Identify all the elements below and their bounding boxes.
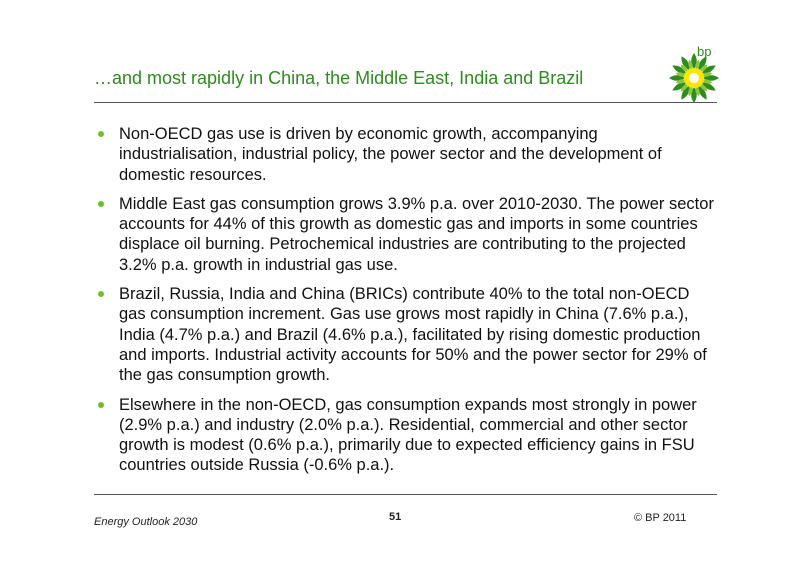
bullet-dot-icon (98, 201, 104, 207)
header-divider (94, 102, 717, 103)
bullet-item (94, 284, 719, 385)
bullet-dot-icon (98, 291, 104, 297)
bullet-dot-icon (98, 131, 104, 137)
footer-divider (94, 494, 717, 495)
bullet-text: Non-OECD gas use is driven by economic growth, accompanying industrialisation, industrial policy, the power sector and the development of domestic resources. (119, 125, 662, 184)
bp-logo-text: bp (697, 44, 712, 59)
page-title: …and most rapidly in China, the Middle East, India and Brazil (94, 68, 584, 88)
bullet-text: Middle East gas consumption grows 3.9% p.a. over 2010-2030. The power sector accounts for 44% of this growth as domestic gas and imports in some countries displace oil burning. Petrochemical industries are contributing to the projected 3.2% p.a. growth in industrial gas use. (119, 194, 714, 274)
bullet-dot-icon (98, 402, 104, 408)
bullet-text: Elsewhere in the non-OECD, gas consumption expands most strongly in power (2.9% p.a.) and industry (2.0% p.a.). Residential, commercial and other sector growth is modest (0.6% p.a.), primarily due to expected efficiency gains in FSU countries outside Russia (-0.6% p.a.). (119, 395, 697, 475)
bullet-item (94, 124, 719, 185)
page-number: 51 (389, 511, 402, 523)
bp-helios-logo-icon (668, 52, 720, 104)
bullet-item (94, 194, 719, 275)
logo-center (689, 73, 699, 83)
footer-copyright: © BP 2011 (634, 512, 687, 524)
bullet-item (94, 395, 719, 476)
bullet-text: Brazil, Russia, India and China (BRICs) contribute 40% to the total non-OECD gas consumption increment. Gas use grows most rapidly in China (7.6% p.a.), India (4.7% p.a.) and Brazil (4.6% p.a.), facilitated by rising domestic production and imports. Industrial activity accounts for 50% and the power sector for 29% of the gas consumption growth. (119, 285, 707, 385)
bullet-list (94, 124, 719, 485)
footer-publication: Energy Outlook 2030 (94, 516, 198, 528)
